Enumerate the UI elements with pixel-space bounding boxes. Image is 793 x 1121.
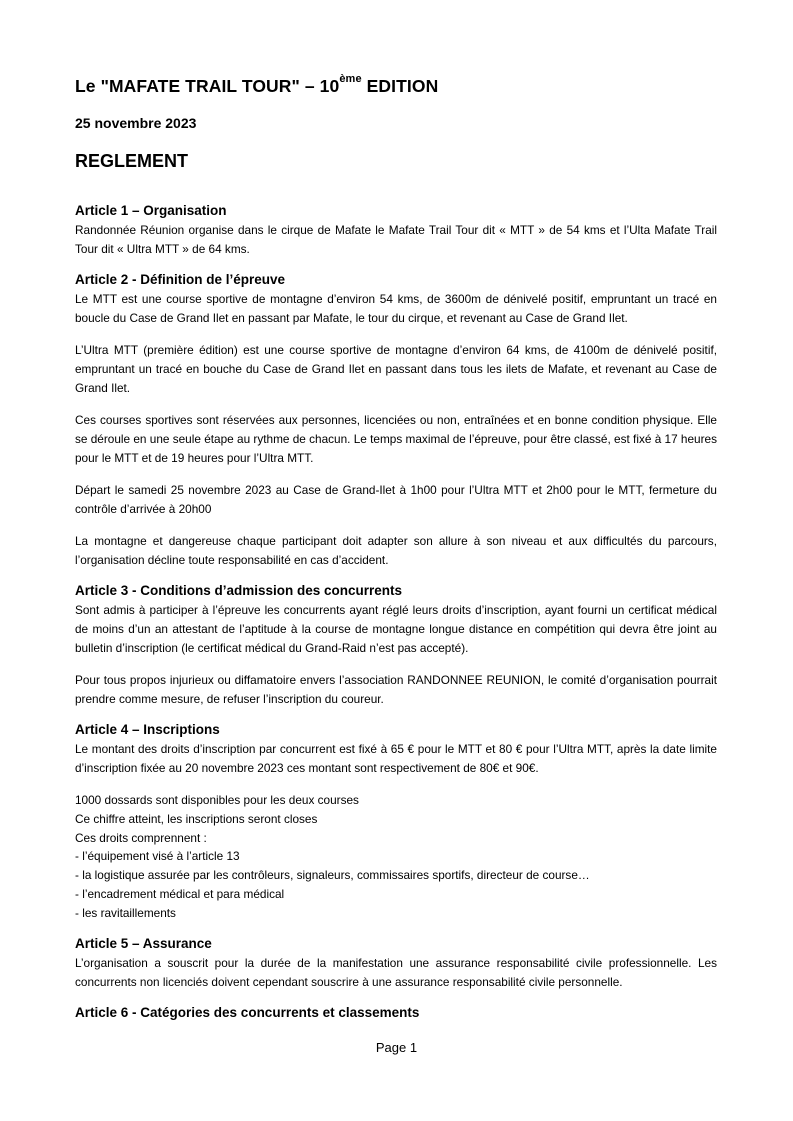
article-6-heading: Article 6 - Catégories des concurrents et classements	[75, 1004, 420, 1020]
article-3-paragraph: Pour tous propos injurieux ou diffamatoire envers l’association RANDONNEE REUNION, le comité d’organisation pourrait prendre comme mesure, de refuser l’inscription du coureur.	[75, 673, 717, 706]
list-item: 1000 dossards sont disponibles pour les deux courses	[75, 793, 359, 807]
article-3-heading: Article 3 - Conditions d’admission des concurrents	[75, 583, 403, 598]
article-2-paragraph: Départ le samedi 25 novembre 2023 au Case de Grand-Ilet à 1h00 pour l’Ultra MTT et 2h00 pour le MTT, fermeture du contrôle d’arrivée à 20h00	[75, 483, 717, 516]
article-2-paragraph: Ces courses sportives sont réservées aux personnes, licenciées ou non, entraînées et en bonne condition physique. Elle se déroule en une seule étape au rythme de chacun. Le temps maximal de l’épreuve, pour être classé, est fixé à 17 heures pour le MTT et de 19 heures pour l’Ultra MTT.	[75, 413, 717, 465]
list-item: Ce chiffre atteint, les inscriptions seront closes	[75, 811, 318, 826]
article-4-heading: Article 4 – Inscriptions	[75, 722, 220, 737]
list-item: - la logistique assurée par les contrôleurs, signaleurs, commissaires sportifs, directeur de course…	[75, 868, 590, 883]
article-5-paragraph: L’organisation a souscrit pour la durée de la manifestation une assurance responsabilité civile professionnelle. Les concurrents non licenciés doivent cependant souscrire à une assurance responsabilité civile personnelle.	[75, 955, 717, 989]
list-item: - l’équipement visé à l’article 13	[75, 849, 240, 864]
list-item: - l’encadrement médical et para médical	[75, 886, 285, 901]
title-superscript: ème	[339, 73, 362, 85]
article-4-paragraph: Le montant des droits d’inscription par concurrent est fixé à 65 € pour le MTT et 80 € pour l’Ultra MTT, après la date limite d’inscription fixée au 20 novembre 2023 ces montant sont respectivement de 80€ et 90€.	[75, 742, 717, 775]
article-2-heading: Article 2 - Définition de l’épreuve	[75, 272, 286, 287]
section-title: REGLEMENT	[75, 151, 189, 171]
article-2-paragraph: L’Ultra MTT (première édition) est une course sportive de montagne d’environ 64 kms, de 4100m de dénivelé positif, empruntant un tracé en bouche du Case de Grand Ilet en passant dans tous les ilets de Mafate, et revenant au Case de Grand Ilet.	[75, 343, 717, 395]
article-2-paragraph: Le MTT est une course sportive de montagne d’environ 54 kms, de 3600m de dénivelé positif, empruntant un tracé en boucle du Case de Grand Ilet en passant par Mafate, le tour du cirque, et revenant au Case de Grand Ilet.	[75, 292, 717, 325]
title-suffix: EDITION	[361, 76, 439, 96]
list-item: Ces droits comprennent :	[75, 830, 207, 845]
article-1-paragraph: Randonnée Réunion organise dans le cirque de Mafate le Mafate Trail Tour dit « MTT » de 54 kms et l’Ulta Mafate Trail Tour dit « Ultra MTT » de 64 kms.	[75, 223, 717, 256]
article-4-list	[75, 791, 717, 923]
event-date: 25 novembre 2023	[75, 115, 197, 131]
page-number: Page 1	[375, 1040, 418, 1055]
article-5-heading: Article 5 – Assurance	[75, 935, 212, 951]
article-2-paragraph: La montagne et dangereuse chaque participant doit adapter son allure à son niveau et aux difficultés du parcours, l’organisation décline toute responsabilité en cas d’accident.	[75, 534, 717, 567]
title-text: Le "MAFATE TRAIL TOUR" – 10	[75, 76, 340, 96]
list-item: - les ravitaillements	[75, 905, 176, 920]
document-body	[75, 201, 717, 1023]
article-3-paragraph: Sont admis à participer à l’épreuve les concurrents ayant réglé leurs droits d’inscription, ayant fourni un certificat médical de moins d’un an attestant de l’aptitude à la course de montagne longue distance en compétition qui devra être joint au bulletin d’inscription (le certificat médical du Grand-Raid n’est pas accepté).	[75, 603, 717, 655]
article-1-heading: Article 1 – Organisation	[75, 203, 227, 218]
document-title	[75, 73, 439, 97]
